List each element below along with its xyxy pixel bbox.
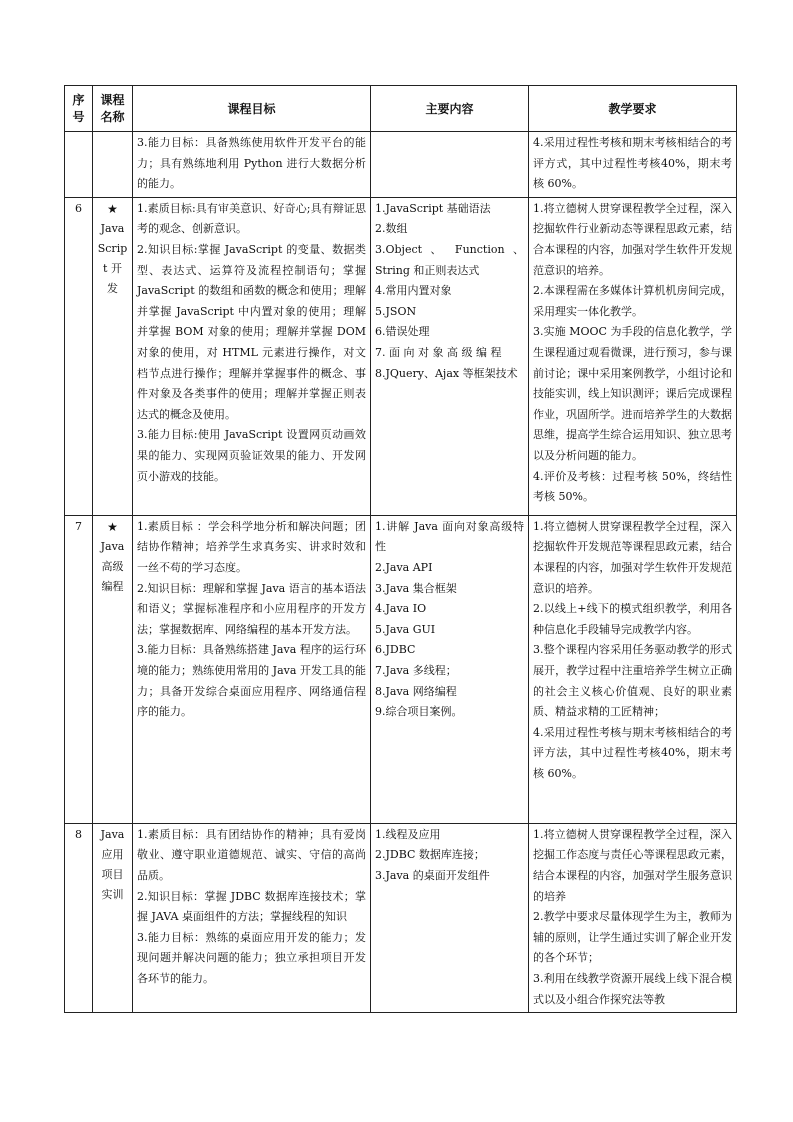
course-table	[64, 85, 737, 1013]
seq-number: 7	[75, 519, 82, 533]
requirement-item: 1.将立德树人贯穿课程教学全过程，深入挖掘软件行业新动态等课程思政元素，结合本课程的内容，加强对学生软件开发规范意识的培养。	[533, 201, 732, 277]
content-item: 4.Java IO	[375, 602, 427, 616]
course-goal-cell	[133, 823, 371, 1012]
teaching-req-cell	[529, 197, 737, 515]
requirement-item: 4.采用过程性考核与期末考核相结合的考评方法，其中过程性考核40%，期末考核 60%。	[533, 725, 732, 780]
requirement-item: 4.采用过程性考核和期末考核相结合的考评方式，其中过程性考核40%，期末考核 60%。	[533, 136, 732, 191]
table-header-row	[65, 86, 737, 132]
course-name-line: 应用	[101, 847, 124, 861]
course-name-line: t 开	[103, 261, 122, 275]
goal-item: 2.知识目标：掌握 JDBC 数据库连接技术；掌握 JAVA 桌面组件的方法；掌握线程的知识	[137, 889, 366, 924]
content-item: 4.常用内置对象	[375, 284, 452, 298]
goal-item: 2.知识目标：理解和掌握 Java 语言的基本语法和语义；掌握标准程序和小应用程序的开发方法；掌握数据库、网络编程的基本开发方法。	[137, 581, 366, 636]
requirement-item: 2.本课程需在多媒体计算机机房间完成，采用理实一体化教学。	[533, 284, 732, 318]
course-name-line: Java	[100, 539, 125, 553]
content-item: 7.Java 多线程；	[375, 663, 457, 677]
content-item: 3.Java 的桌面开发组件	[375, 868, 490, 882]
goal-item: 3.能力目标：具备熟练使用软件开发平台的能力；具有熟练地利用 Python 进行大数据分析的能力。	[137, 136, 366, 191]
main-content-cell	[371, 823, 529, 1012]
course-name-cell	[93, 132, 133, 198]
course-name-line: Java	[100, 827, 125, 841]
goal-item: 1.素质目标 ：学会科学地分析和解决问题；团结协作精神；培养学生求真务实、讲求时效和一丝不苟的学习态度。	[137, 519, 366, 574]
table-row	[65, 515, 737, 823]
core-course-star-icon: ★	[107, 519, 118, 534]
header-name: 课程名称	[93, 86, 133, 132]
content-item: 2.Java API	[375, 560, 433, 574]
course-goal-cell	[133, 197, 371, 515]
content-item: 8.Java 网络编程	[375, 684, 457, 698]
core-course-star-icon: ★	[107, 201, 118, 216]
content-item: 6.JDBC	[375, 643, 416, 657]
teaching-req-cell	[529, 515, 737, 823]
course-name-line: 项目	[101, 867, 124, 881]
header-seq: 序号	[65, 86, 93, 132]
content-item: 9.综合项目案例。	[375, 705, 463, 719]
course-name-cell	[93, 823, 133, 1012]
header-goal: 课程目标	[133, 86, 371, 132]
content-item: 1.JavaScript 基础语法	[375, 201, 491, 215]
requirement-item: 3.整个课程内容采用任务驱动教学的形式展开，教学过程中注重培养学生树立正确的社会主义核心价值观、良好的职业素质、精益求精的工匠精神；	[533, 643, 732, 719]
goal-item: 3.能力目标:使用 JavaScript 设置网页动画效果的能力、实现网页验证效果的能力、开发网页小游戏的技能。	[137, 428, 366, 483]
course-name-cell	[93, 197, 133, 515]
teaching-req-cell	[529, 132, 737, 198]
requirement-item: 2.以线上+线下的模式组织教学，利用各种信息化手段辅导完成教学内容。	[533, 602, 732, 636]
teaching-req-cell	[529, 823, 737, 1012]
course-name-cell	[93, 515, 133, 823]
content-item: 3.Object 、 Function 、 String 和正则表达式	[375, 242, 524, 277]
table-row	[65, 197, 737, 515]
main-content-cell	[371, 132, 529, 198]
seq-cell	[65, 132, 93, 198]
content-item: 5.Java GUI	[375, 622, 436, 636]
seq-cell	[65, 197, 93, 515]
main-content-cell	[371, 197, 529, 515]
goal-item: 1.素质目标：具有团结协作的精神；具有爱岗敬业、遵守职业道德规范、诚实、守信的高尚品质。	[137, 827, 366, 882]
requirement-item: 3.利用在线教学资源开展线上线下混合模式以及小组合作探究法等教	[533, 971, 732, 1006]
header-content: 主要内容	[371, 86, 529, 132]
requirement-item: 2.教学中要求尽量体现学生为主，教师为辅的原则，让学生通过实训了解企业开发的各个环节；	[533, 910, 732, 965]
table-row	[65, 132, 737, 198]
requirement-item: 1.将立德树人贯穿课程教学全过程，深入挖掘工作态度与责任心等课程思政元素，结合本课程的内容，加强对学生服务意识的培养	[533, 827, 732, 903]
goal-item: 1.素质目标:具有审美意识、好奇心;具有辩证思考的观念、创新意识。	[137, 201, 366, 236]
course-goal-cell	[133, 132, 371, 198]
table-row	[65, 823, 737, 1012]
goal-item: 2.知识目标:掌握 JavaScript 的变量、数据类型、表达式、运算符及流程控制语句；掌握JavaScript 的数组和函数的概念和使用；理解并掌握 JavaScript 中内置对象的使用；理解并掌握 BOM 对象的使用；理解并掌握 DOM 对象的使用，对 HTML 元素进行操作，对文档节点进行操作；理解并掌握事件的概念、事件对象及各类事件的使用；理解并掌握正则表达式的概念及使用。	[137, 242, 366, 421]
seq-number: 8	[75, 827, 82, 841]
course-goal-cell	[133, 515, 371, 823]
content-item: 7. 面 向 对 象 高 级 编 程	[375, 345, 502, 359]
content-item: 3.Java 集合框架	[375, 581, 457, 595]
course-name-line: 高级	[101, 559, 124, 573]
content-item: 1.线程及应用	[375, 827, 441, 841]
course-name-line: 发	[107, 281, 118, 295]
seq-cell	[65, 515, 93, 823]
requirement-item: 3.实施 MOOC 为手段的信息化教学，学生课程通过观看微课，进行预习，参与课前讨论；课中采用案例教学，小组讨论和技能实训，线上知识测评；课后完成课程作业，巩固所学。进而培养学生的大数据思维，提高学生综合运用知识、独立思考以及分析问题的能力。	[533, 325, 732, 462]
content-item: 1.讲解 Java 面向对象高级特性	[375, 519, 524, 554]
content-item: 8.JQuery、Ajax 等框架技术	[375, 366, 518, 380]
content-item: 2.数组	[375, 222, 408, 236]
course-name-line: Java	[100, 221, 125, 235]
header-req: 教学要求	[529, 86, 737, 132]
course-name-line: 实训	[101, 887, 124, 901]
content-item: 6.错误处理	[375, 325, 430, 339]
seq-number: 6	[75, 201, 82, 215]
content-item: 5.JSON	[375, 304, 417, 318]
requirement-item: 1.将立德树人贯穿课程教学全过程，深入挖掘软件开发规范等课程思政元素，结合本课程的内容，加强对学生软件开发规范意识的培养。	[533, 519, 732, 595]
seq-cell	[65, 823, 93, 1012]
course-name-line: 编程	[101, 579, 124, 593]
goal-item: 3.能力目标：熟练的桌面应用开发的能力；发现问题并解决问题的能力；独立承担项目开发各环节的能力。	[137, 930, 366, 985]
requirement-item: 4.评价及考核：过程考核 50%，终结性考核 50%。	[533, 469, 732, 504]
course-name-line: Scrip	[97, 241, 128, 255]
content-item: 2.JDBC 数据库连接；	[375, 848, 485, 862]
goal-item: 3.能力目标：具备熟练搭建 Java 程序的运行环境的能力；熟练使用常用的 Java 开发工具的能力；具备开发综合桌面应用程序、网络通信程序的能力。	[137, 643, 366, 719]
main-content-cell	[371, 515, 529, 823]
